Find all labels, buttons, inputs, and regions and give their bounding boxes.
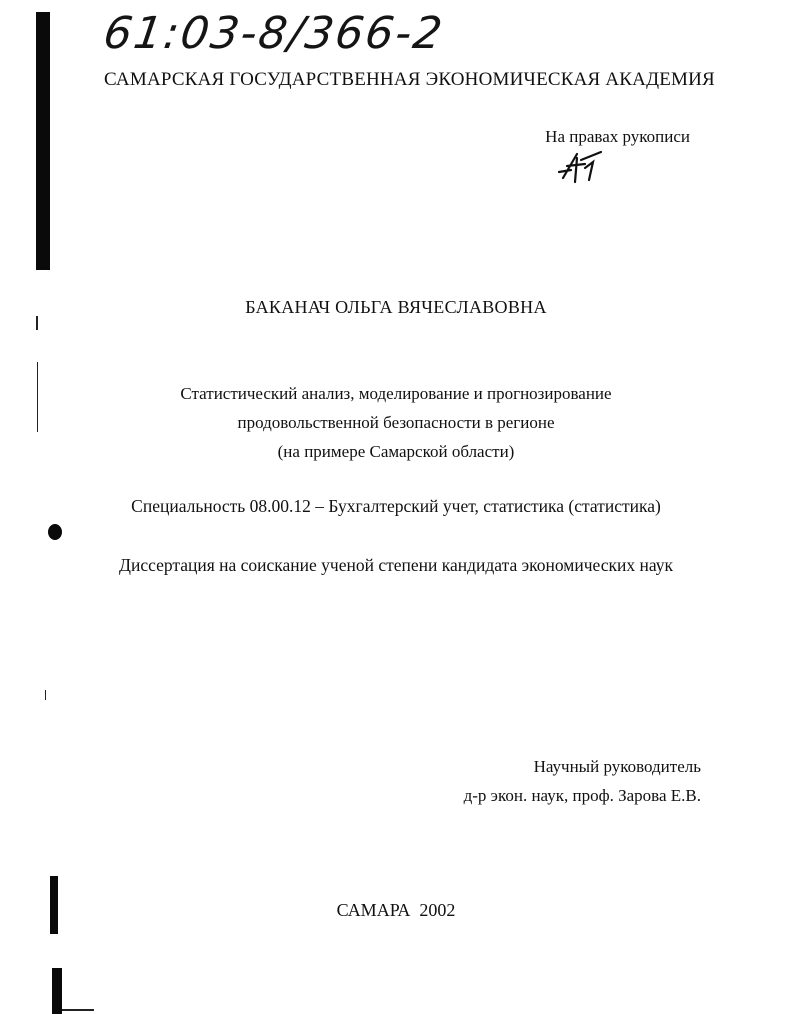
handwritten-catalog-code: 61:03-8/366-2 bbox=[100, 8, 448, 59]
scan-edge-mark bbox=[36, 12, 50, 270]
academy-name: САМАРСКАЯ ГОСУДАРСТВЕННАЯ ЭКОНОМИЧЕСКАЯ АКАДЕМИЯ bbox=[104, 69, 715, 90]
specialty-line: Специальность 08.00.12 – Бухгалтерский учет, статистика (статистика) bbox=[131, 496, 661, 516]
signature-icon bbox=[555, 148, 609, 188]
city-year: САМАРА 2002 bbox=[336, 900, 456, 920]
rights-note: На правах рукописи bbox=[545, 127, 690, 146]
title-line-3: (на примере Самарской области) bbox=[277, 442, 515, 461]
author-name: БАКАНАЧ ОЛЬГА ВЯЧЕСЛАВОВНА bbox=[245, 297, 547, 317]
scan-edge-mark bbox=[62, 1009, 94, 1011]
supervisor-label: Научный руководитель bbox=[533, 757, 701, 776]
scan-edge-mark bbox=[36, 316, 38, 330]
dissertation-line: Диссертация на соискание ученой степени кандидата экономических наук bbox=[119, 555, 673, 575]
scan-edge-mark bbox=[45, 690, 46, 700]
title-line-1: Статистический анализ, моделирование и прогнозирование bbox=[180, 384, 612, 403]
title-line-2: продовольственной безопасности в регионе bbox=[237, 413, 555, 432]
scan-edge-mark bbox=[52, 968, 62, 1014]
supervisor-name: д-р экон. наук, проф. Зарова Е.В. bbox=[463, 786, 701, 805]
scan-edge-mark bbox=[48, 524, 62, 540]
